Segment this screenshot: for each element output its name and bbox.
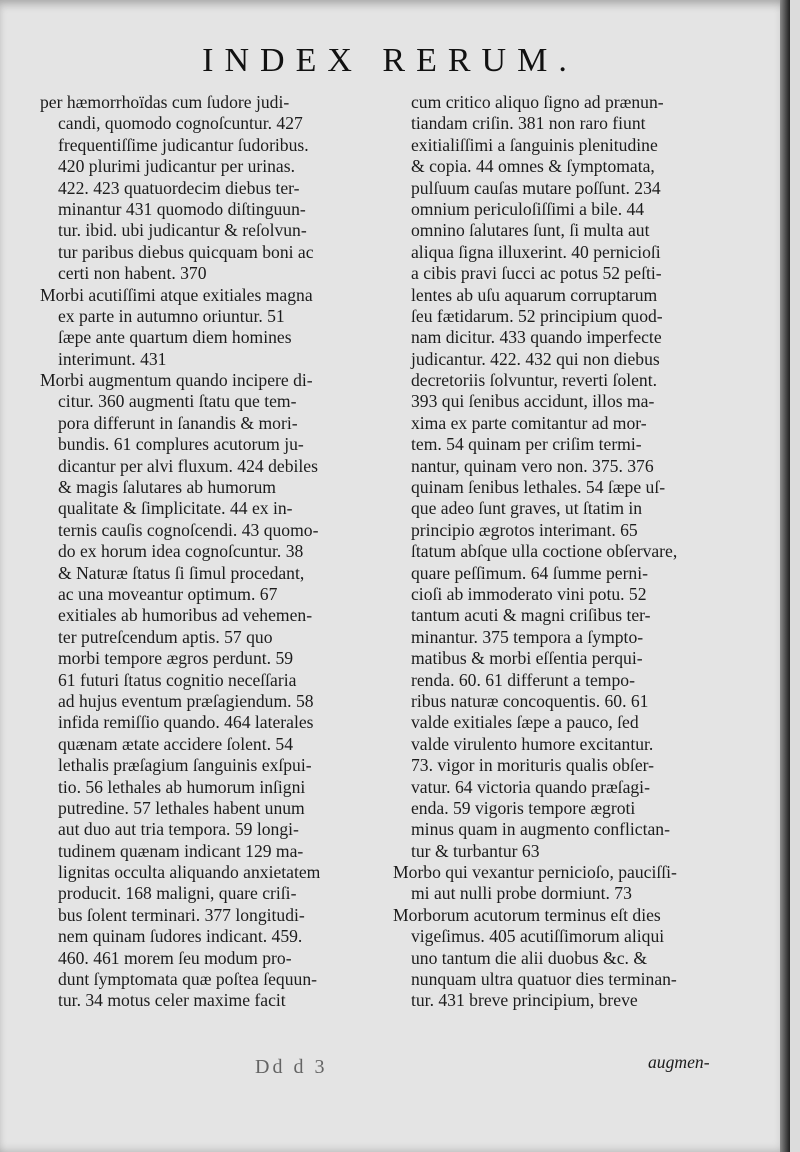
index-line: nantur, quinam vero non. 375. 376 bbox=[411, 455, 654, 476]
index-line: per hæmorrhoïdas cum ſudore judi- bbox=[40, 92, 290, 112]
index-line: producit. 168 maligni, quare criſi- bbox=[58, 883, 297, 904]
index-line: aliqua ſigna illuxerint. 40 pernicioſi bbox=[411, 241, 661, 262]
index-line: morbi tempore ægros perdunt. 59 bbox=[58, 648, 294, 669]
index-line: Morbi augmentum quando incipere di- bbox=[40, 370, 313, 391]
index-line: a cibis pravi ſucci ac potus 52 peſti- bbox=[411, 263, 662, 284]
index-line: & copia. 44 omnes & ſymptomata, bbox=[411, 156, 655, 177]
index-line: citur. 360 augmenti ſtatu que tem- bbox=[58, 391, 297, 412]
index-line: omnium periculoſiſſimi a bile. 44 bbox=[411, 198, 645, 219]
index-line: tur paribus diebus quicquam boni ac bbox=[58, 241, 314, 262]
index-line: 61 futuri ſtatus cognitio neceſſaria bbox=[58, 669, 297, 690]
index-line: omnino ſalutares ſunt, ſi multa aut bbox=[411, 220, 650, 241]
index-line: valde virulento humore excitantur. bbox=[411, 733, 654, 754]
index-line: decretoriis ſolvuntur, reverti ſolent. bbox=[411, 370, 658, 391]
index-line: Morbo qui vexantur pernicioſo, pauciſſi- bbox=[393, 862, 677, 883]
index-line: bus ſolent terminari. 377 longitudi- bbox=[58, 904, 305, 925]
index-line: enda. 59 vigoris tempore ægroti bbox=[411, 797, 636, 818]
index-line: ribus naturæ concoquentis. 60. 61 bbox=[411, 690, 649, 711]
page-edge-shadow bbox=[780, 0, 790, 1152]
index-line: tio. 56 lethales ab humorum inſigni bbox=[58, 776, 306, 797]
index-line: candi, quomodo cognoſcuntur. 427 bbox=[58, 113, 303, 134]
index-line: qualitate & ſimplicitate. 44 ex in- bbox=[58, 498, 293, 519]
index-line: tantum acuti & magni criſibus ter- bbox=[411, 605, 651, 626]
index-line: nem quinam ſudores indicant. 459. bbox=[58, 926, 303, 947]
index-line: nam dicitur. 433 quando imperfecte bbox=[411, 327, 662, 348]
index-line: tur. ibid. ubi judicantur & reſolvun- bbox=[58, 220, 307, 241]
running-head: INDEX RERUM. bbox=[202, 42, 578, 79]
index-line: matibus & morbi eſſentia perqui- bbox=[411, 648, 643, 669]
index-line: interimunt. 431 bbox=[58, 348, 167, 369]
index-line: xima ex parte comitantur ad mor- bbox=[411, 412, 647, 433]
index-line: ternis cauſis cognoſcendi. 43 quomo- bbox=[58, 519, 319, 540]
index-line: ter putreſcendum aptis. 57 quo bbox=[58, 626, 273, 647]
index-line: tiandam criſin. 381 non raro fiunt bbox=[411, 113, 646, 134]
index-line: & Naturæ ſtatus ſi ſimul procedant, bbox=[58, 562, 305, 583]
index-line: certi non habent. 370 bbox=[58, 263, 207, 284]
index-line: dunt ſymptomata quæ poſtea ſequun- bbox=[58, 969, 317, 990]
index-line: Morborum acutorum terminus eſt dies bbox=[393, 904, 661, 925]
index-line: ſeu fætidarum. 52 principium quod- bbox=[411, 305, 663, 326]
index-line: 460. 461 morem ſeu modum pro- bbox=[58, 947, 292, 968]
index-line: 420 plurimi judicantur per urinas. bbox=[58, 156, 295, 177]
signature-mark: Dd d 3 bbox=[255, 1056, 328, 1078]
index-line: frequentiſſime judicantur ſudoribus. bbox=[58, 134, 309, 155]
index-line: ac una moveantur optimum. 67 bbox=[58, 583, 278, 604]
index-line: tudinem quænam indicant 129 ma- bbox=[58, 840, 304, 861]
index-line: minus quam in augmento conflictan- bbox=[411, 819, 670, 840]
index-line: ſæpe ante quartum diem homines bbox=[58, 327, 292, 348]
index-line: exitiales ab humoribus ad vehemen- bbox=[58, 605, 313, 626]
index-line: lentes ab uſu aquarum corruptarum bbox=[411, 284, 658, 305]
index-line: tur & turbantur 63 bbox=[411, 840, 540, 861]
index-line: renda. 60. 61 differunt a tempo- bbox=[411, 669, 635, 690]
index-line: 73. vigor in morituris qualis obſer- bbox=[411, 755, 654, 776]
index-line: & magis ſalutares ab humorum bbox=[58, 477, 276, 498]
index-line: mi aut nulli probe dormiunt. 73 bbox=[411, 883, 632, 904]
index-line: Morbi acutiſſimi atque exitiales magna bbox=[40, 284, 313, 305]
index-line: ex parte in autumno oriuntur. 51 bbox=[58, 305, 285, 326]
index-line: bundis. 61 complures acutorum ju- bbox=[58, 434, 304, 455]
index-line: vatur. 64 victoria quando præſagi- bbox=[411, 776, 650, 797]
index-line: infida remiſſio quando. 464 laterales bbox=[58, 712, 314, 733]
index-line: aut duo aut tria tempora. 59 longi- bbox=[58, 819, 299, 840]
index-line: judicantur. 422. 432 qui non diebus bbox=[411, 348, 660, 369]
index-line: exitialiſſimi a ſanguinis plenitudine bbox=[411, 134, 658, 155]
index-line: vigeſimus. 405 acutiſſimorum aliqui bbox=[411, 926, 665, 947]
index-line: quænam ætate accidere ſolent. 54 bbox=[58, 733, 293, 754]
index-line: principio ægrotos interimant. 65 bbox=[411, 519, 638, 540]
index-line: valde exitiales ſæpe a pauco, ſed bbox=[411, 712, 639, 733]
index-line: quare peſſimum. 64 ſumme perni- bbox=[411, 562, 648, 583]
index-line: minantur. 375 tempora a ſympto- bbox=[411, 626, 644, 647]
index-line: ad hujus eventum præſagiendum. 58 bbox=[58, 690, 314, 711]
catchword: augmen- bbox=[648, 1052, 710, 1072]
index-line: uno tantum die alii duobus &c. & bbox=[411, 947, 648, 968]
index-line: tur. 431 breve principium, breve bbox=[411, 990, 638, 1011]
index-line: lethalis præſagium ſanguinis exſpui- bbox=[58, 755, 312, 776]
index-line: pora differunt in ſanandis & mori- bbox=[58, 412, 298, 433]
index-line: 393 qui ſenibus accidunt, illos ma- bbox=[411, 391, 655, 412]
index-line: ſtatum abſque ulla coctione obſervare, bbox=[411, 541, 678, 562]
index-line: lignitas occulta aliquando anxietatem bbox=[58, 862, 321, 883]
index-line: pulſuum cauſas mutare poſſunt. 234 bbox=[411, 177, 661, 198]
index-line: putredine. 57 lethales habent unum bbox=[58, 797, 305, 818]
index-line: tem. 54 quinam per criſim termi- bbox=[411, 434, 642, 455]
index-line: 422. 423 quatuordecim diebus ter- bbox=[58, 177, 300, 198]
index-line: nunquam ultra quatuor dies terminan- bbox=[411, 969, 677, 990]
index-line: minantur 431 quomodo diſtinguun- bbox=[58, 198, 306, 219]
index-line: cum critico aliquo ſigno ad prænun- bbox=[411, 92, 664, 112]
index-line: dicantur per alvi fluxum. 424 debiles bbox=[58, 455, 318, 476]
right-column bbox=[393, 92, 745, 1012]
index-line: cioſi ab immoderato vini potu. 52 bbox=[411, 583, 647, 604]
index-line: do ex horum idea cognoſcuntur. 38 bbox=[58, 541, 304, 562]
index-line: quinam ſenibus lethales. 54 ſæpe uſ- bbox=[411, 477, 666, 498]
left-column bbox=[40, 92, 370, 1012]
index-line: tur. 34 motus celer maxime facit bbox=[58, 990, 286, 1011]
index-line: que adeo ſunt graves, ut ſtatim in bbox=[411, 498, 643, 519]
